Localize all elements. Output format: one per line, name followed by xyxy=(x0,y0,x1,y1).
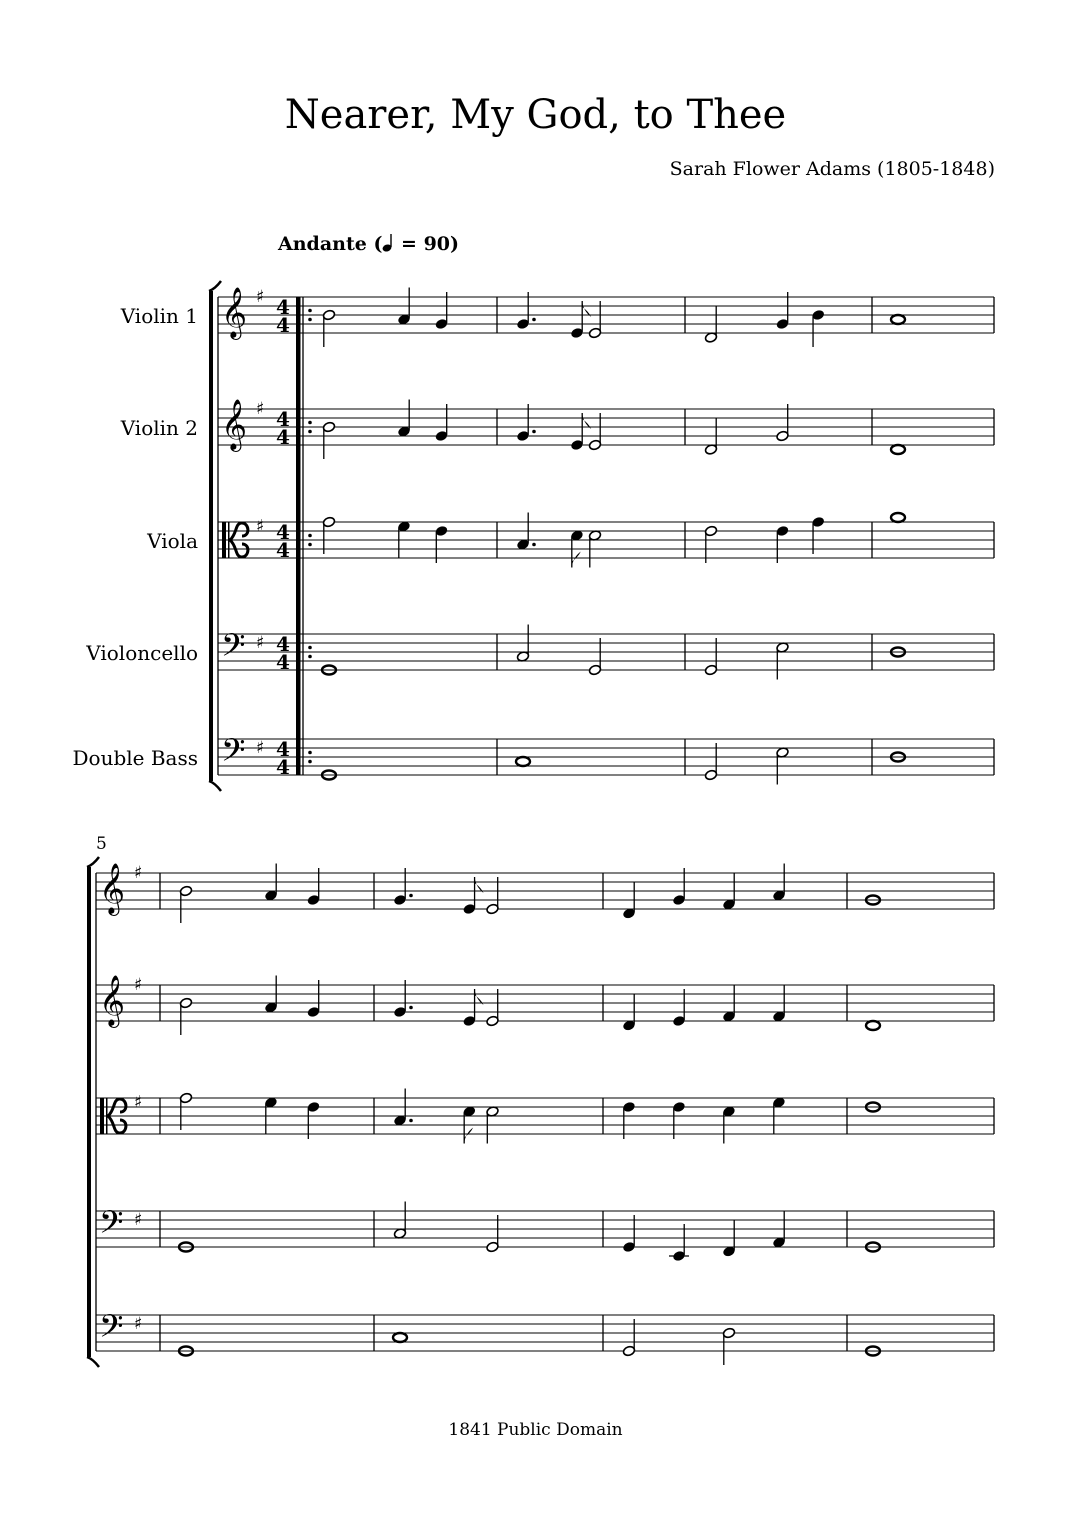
repeat-dot xyxy=(308,543,312,547)
sharp-accidental: ♯ xyxy=(256,633,265,653)
bass-clef: 𝄢 xyxy=(99,1308,124,1352)
system-bracket xyxy=(87,867,91,1357)
repeat-dot xyxy=(308,760,312,764)
copyright-notice: 1841 Public Domain xyxy=(448,1420,623,1440)
bracket-hook xyxy=(209,281,221,291)
bracket-hook xyxy=(209,781,221,791)
note-head-whole xyxy=(866,1021,880,1030)
repeat-thick-barline xyxy=(296,297,301,775)
instrument-label-violin-2: Violin 2 xyxy=(120,416,198,440)
sharp-accidental: ♯ xyxy=(134,1314,143,1334)
sharp-accidental: ♯ xyxy=(134,1210,143,1230)
score-title: Nearer, My God, to Thee xyxy=(284,92,787,138)
repeat-dot xyxy=(308,655,312,659)
bass-clef: 𝄢 xyxy=(99,1204,124,1248)
note-head-whole xyxy=(891,445,905,454)
treble-clef: 𝄞 xyxy=(99,863,126,914)
alto-clef-bar xyxy=(222,522,226,558)
instrument-label-violin-1: Violin 1 xyxy=(120,304,198,328)
repeat-dot xyxy=(308,646,312,650)
note-flag xyxy=(572,552,581,568)
sharp-accidental: ♯ xyxy=(256,738,265,758)
time-signature-lower: 4 xyxy=(276,313,290,337)
augmentation-dot xyxy=(532,318,536,322)
note-head-whole xyxy=(393,1333,407,1342)
note-flag xyxy=(464,1128,473,1144)
treble-clef: 𝄞 xyxy=(221,399,248,450)
augmentation-dot xyxy=(409,1119,413,1123)
instrument-label-viola: Viola xyxy=(147,529,198,553)
system-bracket xyxy=(209,291,213,781)
alto-clef-bar xyxy=(100,1098,104,1134)
time-signature-upper: 4 xyxy=(276,407,290,431)
treble-clef: 𝄞 xyxy=(221,287,248,338)
repeat-dot xyxy=(308,309,312,313)
tempo-text-before: Andante ( xyxy=(278,233,383,255)
measure-number: 5 xyxy=(96,834,107,854)
sharp-accidental: ♯ xyxy=(134,1092,143,1113)
bass-clef: 𝄢 xyxy=(221,732,246,776)
time-signature-lower: 4 xyxy=(276,538,290,562)
treble-clef: 𝄞 xyxy=(99,975,126,1026)
sharp-accidental: ♯ xyxy=(134,975,143,995)
sharp-accidental: ♯ xyxy=(256,399,265,419)
note-head-whole xyxy=(891,513,905,522)
repeat-dot xyxy=(308,751,312,755)
alto-clef-bar xyxy=(228,522,230,558)
sharp-accidental: ♯ xyxy=(256,287,265,307)
time-signature-upper: 4 xyxy=(276,737,290,761)
bass-clef: 𝄢 xyxy=(221,627,246,671)
augmentation-dot xyxy=(409,1006,413,1010)
composer-credit: Sarah Flower Adams (1805-1848) xyxy=(669,158,995,180)
repeat-dot xyxy=(308,430,312,434)
tempo-text-after: = 90) xyxy=(394,233,460,255)
alto-clef-bar xyxy=(106,1098,108,1134)
instrument-label-double-bass: Double Bass xyxy=(72,746,198,770)
sharp-accidental: ♯ xyxy=(134,863,143,883)
time-signature-upper: 4 xyxy=(276,520,290,544)
note-head-whole xyxy=(516,757,530,766)
time-signature-lower: 4 xyxy=(276,425,290,449)
time-signature-lower: 4 xyxy=(276,755,290,779)
repeat-dot xyxy=(308,318,312,322)
instrument-label-violoncello: Violoncello xyxy=(86,641,198,665)
time-signature-upper: 4 xyxy=(276,632,290,656)
time-signature-lower: 4 xyxy=(276,650,290,674)
sharp-accidental: ♯ xyxy=(256,516,265,537)
augmentation-dot xyxy=(409,894,413,898)
time-signature-upper: 4 xyxy=(276,295,290,319)
bracket-hook xyxy=(87,857,99,867)
repeat-dot xyxy=(308,421,312,425)
repeat-dot xyxy=(308,534,312,538)
bracket-hook xyxy=(87,1357,99,1367)
augmentation-dot xyxy=(532,430,536,434)
augmentation-dot xyxy=(532,543,536,547)
note-head-whole xyxy=(891,315,905,324)
